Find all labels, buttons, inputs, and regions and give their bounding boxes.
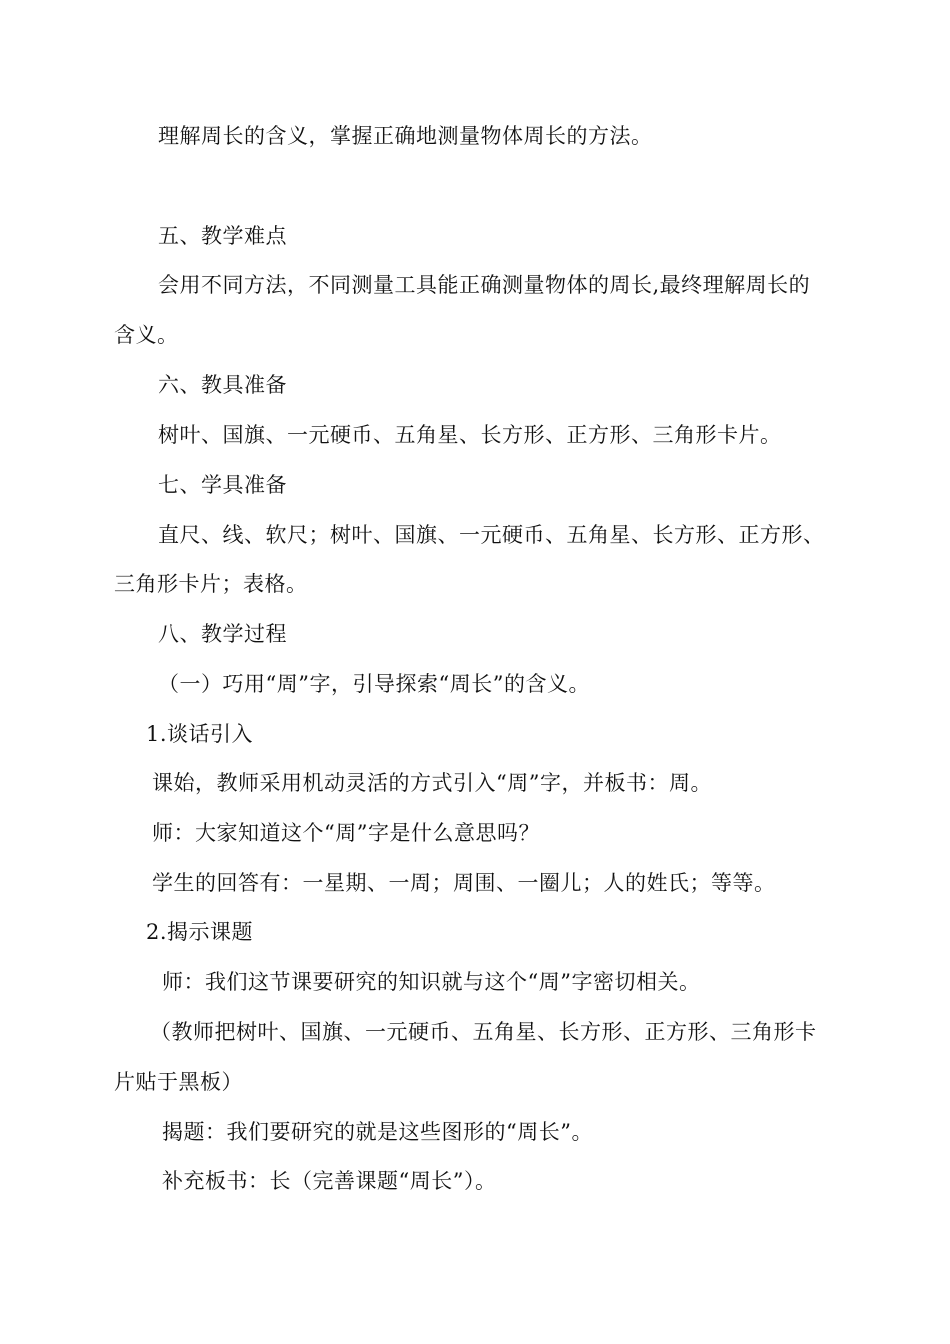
numbered-heading-2: 2.揭示课题 bbox=[146, 920, 254, 944]
heading-teaching-difficulty: 五、教学难点 bbox=[158, 224, 287, 248]
paragraph-reveal-topic: 揭题：我们要研究的就是这些图形的“周长”。 bbox=[162, 1120, 593, 1144]
heading-teaching-aids: 六、教具准备 bbox=[158, 373, 287, 397]
paragraph-teacher-topic: 师：我们这节课要研究的知识就与这个“周”字密切相关。 bbox=[162, 970, 701, 994]
heading-student-tools: 七、学具准备 bbox=[158, 473, 287, 497]
paragraph-difficulty-line1: 会用不同方法，不同测量工具能正确测量物体的周长,最终理解周长的 bbox=[158, 273, 811, 297]
heading-teaching-process: 八、教学过程 bbox=[158, 622, 287, 646]
paragraph-teacher-question: 师：大家知道这个“周”字是什么意思吗？ bbox=[152, 821, 540, 845]
paragraph-blackboard-line1: （教师把树叶、国旗、一元硬币、五角星、长方形、正方形、三角形卡 bbox=[150, 1020, 817, 1044]
paragraph-difficulty-line2: 含义。 bbox=[114, 323, 179, 347]
paragraph-teaching-aids: 树叶、国旗、一元硬币、五角星、长方形、正方形、三角形卡片。 bbox=[158, 423, 782, 447]
paragraph-blackboard-line2: 片贴于黑板） bbox=[114, 1070, 243, 1094]
subheading-section-1: （一）巧用“周”字，引导探索“周长”的含义。 bbox=[158, 672, 590, 696]
paragraph-supplement: 补充板书：长（完善课题“周长”）。 bbox=[162, 1169, 497, 1193]
paragraph-student-answers: 学生的回答有：一星期、一周；周围、一圈儿；人的姓氏；等等。 bbox=[152, 871, 776, 895]
paragraph-student-tools-line2: 三角形卡片；表格。 bbox=[114, 572, 308, 596]
paragraph-goal: 理解周长的含义，掌握正确地测量物体周长的方法。 bbox=[158, 124, 653, 148]
paragraph-student-tools-line1: 直尺、线、软尺；树叶、国旗、一元硬币、五角星、长方形、正方形、 bbox=[158, 523, 825, 547]
numbered-heading-1: 1.谈话引入 bbox=[146, 722, 254, 746]
paragraph-intro: 课始，教师采用机动灵活的方式引入“周”字，并板书：周。 bbox=[152, 771, 712, 795]
